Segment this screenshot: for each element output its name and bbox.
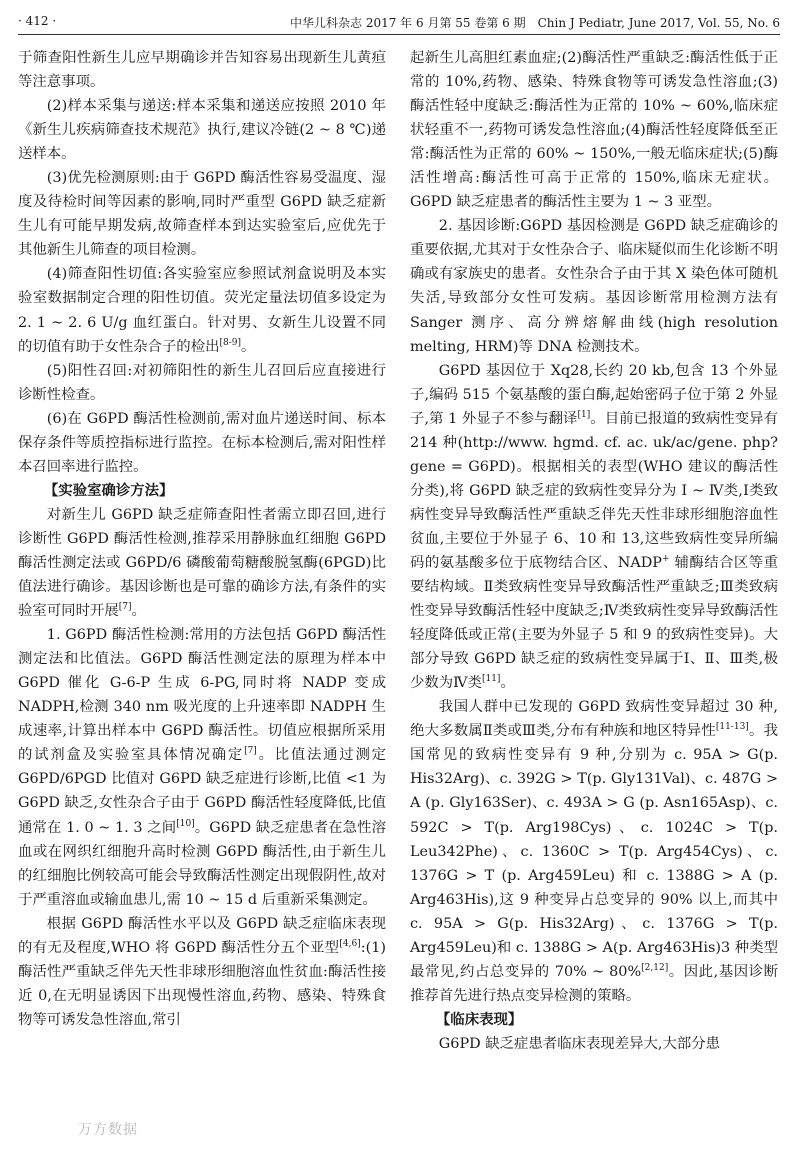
paragraph-gene-location [410,359,778,696]
text-run: 。G6PD 缺乏症患者在急性溶血或在网织红细胞升高时检测 G6PD 酶活性,由于新生儿的红细胞比例较高可能会导致酶活性测定出现假阴性,故对于严重溶血或输血患儿,需 10 ~ 15 d 后重新采集测定。 [18,819,387,908]
citation-ref: [4,6] [339,938,361,949]
paragraph-sample-delivery: (2)样本采集与递送:样本采集和递送应按照 2010 年《新生儿疾病筛查技术规范》执行,建议冷链(2 ~ 8 ℃)递送样本。 [18,98,386,163]
paragraph-quality-control: (6)在 G6PD 酶活性检测前,需对血片递送时间、标本保存条件等质控指标进行监控。在标本检测后,需对阳性样本召回率进行监控。 [18,410,386,475]
left-column [18,46,386,1032]
section-heading-clinical: 【临床表现】 [435,1010,523,1028]
paragraph-enzyme-activity [18,623,386,912]
text-run: :(1)酶活性严重缺乏伴先天性非球形细胞溶血性贫血:酶活性接近 0,在无明显诱因下出现慢性溶血,药物、感染、特殊食物等可诱发急性溶血,常引 [18,939,386,1028]
paragraph-confirmation [18,503,386,623]
text-run: 对新生儿 G6PD 缺乏症筛查阳性者需立即召回,进行诊断性 G6PD 酶活性检测,推荐采用静脉血红细胞 G6PD 酶活性测定法或 G6PD/6 磷酸葡萄糖酸脱氢酶(6PGD)比值法进行确诊。基因诊断也是可靠的确诊方法,有条件的实验室可同时开展 [18,506,386,620]
right-column [410,46,778,1056]
paragraph-recall: (5)阳性召回:对初筛阳性的新生儿召回后应直接进行诊断性检查。 [18,362,386,403]
text-run: 根据 G6PD 酶活性水平以及 G6PD 缺乏症临床表现的有无及程度,WHO 将 G6PD 酶活性分五个亚型 [18,915,386,956]
paragraph-subtypes-cont: 起新生儿高胆红素血症;(2)酶活性严重缺乏:酶活性低于正常的 10%,药物、感染、特殊食物等可诱发急性溶血;(3)酶活性轻中度缺乏:酶活性为正常的 10% ~ 60%,临床症状轻重不一,药物可诱发急性溶血;(4)酶活性轻度降低至正常:酶活性为正常的 60% ~ 150%,一般无临床症状;(5)酶活性增高:酶活性可高于正常的 150%,临床无症状。G6PD 缺乏症患者的酶活性主要为 1 ~ 3 亚型。 [410,50,778,211]
text-run: (4)筛查阳性切值:各实验室应参照试剂盒说明及本实验室数据制定合理的阳性切值。荧光定量法切值多设定为 2. 1 ~ 2. 6 U/g 血红蛋白。针对男、女新生儿设置不同的切值有助于女性杂合子的检出 [18,266,386,355]
citation-ref: [11-13] [715,722,749,733]
paragraph-cutoff [18,262,386,358]
text-run: 。我国常见的致病性变异有 9 种,分别为 c. 95A > G(p. His32Arg)、c. 392G > T(p. Gly131Val)、c. 487G > A (p. Gly163Ser)、c. 493A > G (p. Asn165Asp)、c. 592C > T(p. Arg198Cys)、c. 1024C > T(p. Leu342Phe)、c. 1360C > T(p. Arg454Cys)、c. 1376G > T (p. Arg459Leu) 和 c. 1388G > A (p. Arg463His),这 9 种变异占总变异的 90% 以上,而其中 c. 95A > G(p. His32Arg)、c. 1376G > T(p. Arg459Leu)和 c. 1388G > A(p. Arg463His)3 种类型最常见,约占总变异的 70% ~ 80% [410,723,778,980]
watermark: 万方数据 [78,1122,138,1138]
journal-citation: 中华儿科杂志 2017 年 6 月第 55 卷第 6 期 Chin J Pediatr, June 2017, Vol. 55, No. 6 [290,16,780,30]
citation-ref: [8-9] [219,337,241,348]
text-run: 1. G6PD 酶活性检测:常用的方法包括 G6PD 酶活性测定法和比值法。G6PD 酶活性测定法的原理为样本中 G6PD 催化 G-6-P 生成 6-PG,同时将 NADP 变成 NADPH,检测 340 nm 吸光度的上升速率即 NADPH 生成速率,计算出样本中 G6PD 酶活性。切值应根据所采用的试剂盒及实验室具体情况确定 [18,627,386,764]
superscript-plus: + [661,554,670,565]
paragraph-clinical: G6PD 缺乏症患者临床表现差异大,大部分患 [438,1035,721,1052]
citation-ref: [11] [481,674,501,685]
section-heading-lab-diagnosis: 【实验室确诊方法】 [43,481,174,499]
text-run: 辅酶结合区等重要结构域。Ⅱ类致病性变异导致酶活性严重缺乏;Ⅲ类致病性变异导致酶活性轻中度缺乏;Ⅳ类致病性变异导致酶活性轻度降低或正常(主要为外显子 5 和 9 的致病性变异)。大部分导致 G6PD 缺乏症的致病性变异属于Ⅰ、Ⅱ、Ⅲ类,极少数为Ⅳ类 [410,554,778,692]
citation-ref: [7] [118,602,132,613]
paragraph-chinese-variants [410,695,778,1008]
paragraph-priority-testing: (3)优先检测原则:由于 G6PD 酶活性容易受温度、湿度及待检时间等因素的影响,同时严重型 G6PD 缺乏症新生儿有可能早期发病,故筛查样本到达实验室后,应优先于其他新生儿筛查的项目检测。 [18,170,386,259]
running-header [18,10,780,35]
page-number: · 412 · [18,14,57,28]
citation-ref: [2,12] [641,962,669,973]
paragraph-who-subtypes [18,912,386,1032]
citation-ref: [1] [577,409,591,420]
text-run: 。比值法通过测定 G6PD/6PGD 比值对 G6PD 缺乏症进行诊断,比值 <1 为 G6PD 缺乏,女性杂合子由于 G6PD 酶活性轻度降低,比值通常在 1. 0 ~ 1. 3 之间 [18,747,386,836]
citation-ref: [7] [244,746,257,757]
text-run: 。因此,基因诊断推荐首先进行热点变异检测的策略。 [410,963,779,1004]
paragraph-gene-diagnosis: 2. 基因诊断:G6PD 基因检测是 G6PD 缺乏症确诊的重要依据,尤其对于女性杂合子、临床疑似而生化诊断不明确或有家族史的患者。女性杂合子由于其 X 染色体可随机失活,导致部分女性可发病。基因诊断常用检测方法有 Sanger 测序、高分辨熔解曲线(high resolution melting, HRM)等 DNA 检测技术。 [410,218,778,355]
paragraph: 于筛查阳性新生儿应早期确诊并告知容易出现新生儿黄疸等注意事项。 [18,50,386,91]
text-run: 。 [500,675,515,692]
text-run: 。 [241,338,256,355]
text-run: 。目前已报道的致病性变异有 214 种(http://www. hgmd. cf. ac. uk/ac/gene. php? gene = G6PD)。根据相关的表型(WHO 建议的酶活性分类),将 G6PD 缺乏症的致病性变异分为 Ⅰ ~ Ⅳ类,Ⅰ类致病性变异导致酶活性严重缺乏伴先天性非球形细胞溶血性贫血,主要位于外显子 6、10 和 13,这些致病性变异所编码的氨基酸多位于底物结合区、NADP [410,410,778,571]
text-run: 我国人群中已发现的 G6PD 致病性变异超过 30 种,绝大多数属Ⅱ类或Ⅲ类,分布有种族和地区特异性 [410,699,778,740]
text-run: 。 [131,603,146,620]
text-run: G6PD 基因位于 Xq28,长约 20 kb,包含 13 个外显子,编码 515 个氨基酸的蛋白酶,起始密码子位于第 2 外显子,第 1 外显子不参与翻译 [410,362,778,427]
citation-ref: [10] [176,818,195,829]
